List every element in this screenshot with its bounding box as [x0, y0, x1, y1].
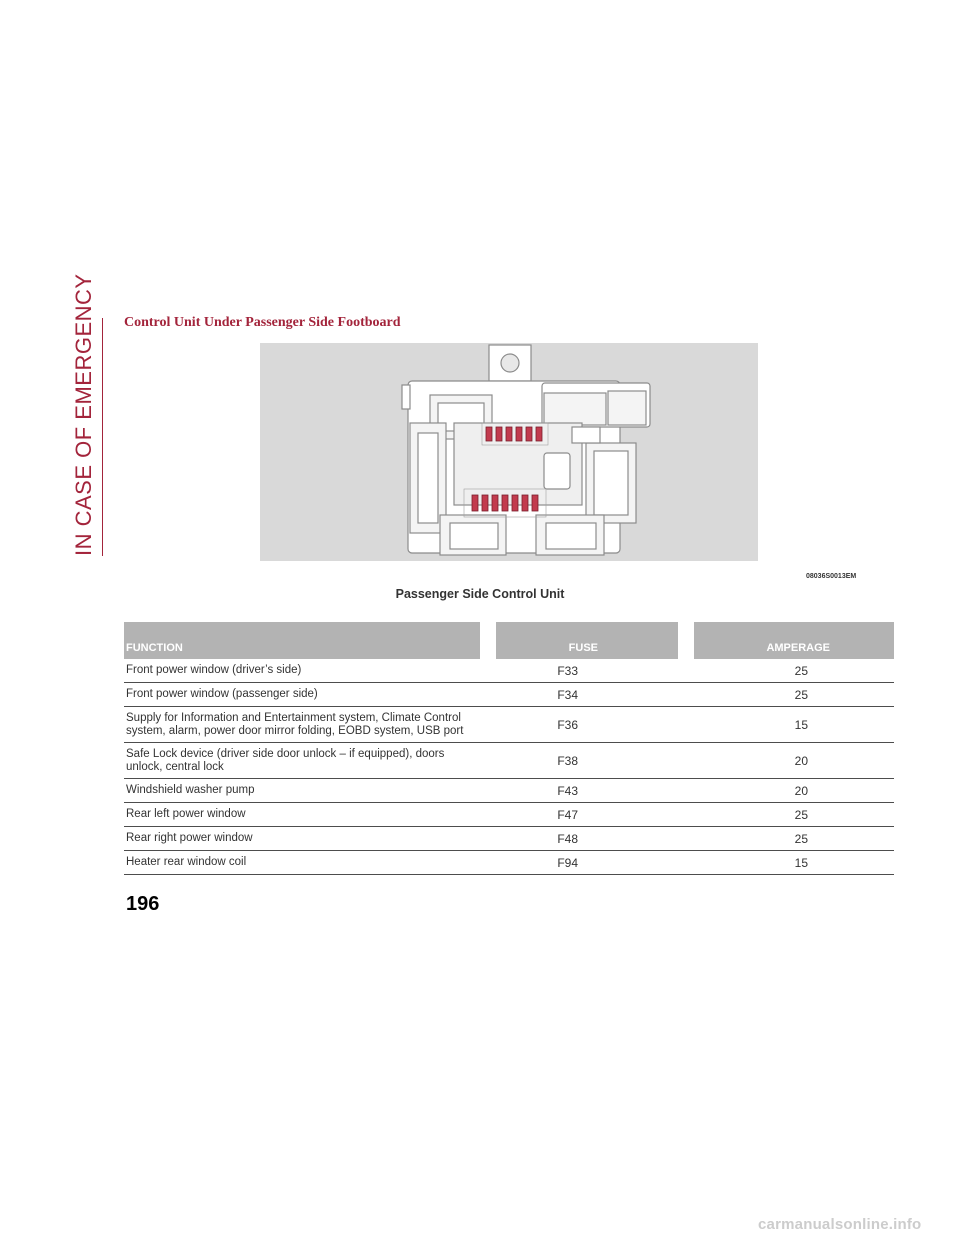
figure-caption-wrap [0, 585, 960, 603]
figure-caption: Passenger Side Control Unit [395, 587, 565, 601]
page-number: 196 [126, 893, 160, 915]
header-function: FUNCTION [124, 622, 480, 659]
header-gap [678, 622, 694, 659]
cell-function: Front power window (driver’s side) [124, 659, 480, 683]
cell-fuse: F34 [496, 683, 678, 707]
figure-code: 08036S0013EM [806, 573, 857, 580]
section-title: Control Unit Under Passenger Side Footboard [124, 315, 401, 330]
cell-amperage: 25 [694, 683, 894, 707]
cell-amperage: 20 [694, 743, 894, 779]
cell-amperage: 25 [694, 803, 894, 827]
table-row [124, 851, 894, 875]
table-header-row [124, 622, 894, 659]
cell-fuse: F94 [496, 851, 678, 875]
table-row [124, 803, 894, 827]
cell-fuse: F47 [496, 803, 678, 827]
cell-function: Supply for Information and Entertainment system, Climate Control system, alarm, power door mirror folding, EOBD system, USB port [124, 707, 480, 743]
cell-fuse: F36 [496, 707, 678, 743]
header-amperage: AMPERAGE [694, 622, 894, 659]
cell-amperage: 25 [694, 659, 894, 683]
cell-fuse: F48 [496, 827, 678, 851]
table-row [124, 779, 894, 803]
cell-function: Windshield washer pump [124, 779, 480, 803]
watermark: carmanualsonline.info [758, 1216, 922, 1233]
table-row [124, 743, 894, 779]
table-row [124, 683, 894, 707]
header-fuse: FUSE [496, 622, 678, 659]
header-gap [480, 622, 496, 659]
cell-function: Heater rear window coil [124, 851, 480, 875]
control-unit-diagram [260, 343, 758, 561]
cell-function: Front power window (passenger side) [124, 683, 480, 707]
table-row [124, 827, 894, 851]
fuse-table [124, 622, 894, 875]
cell-fuse: F43 [496, 779, 678, 803]
table-row [124, 659, 894, 683]
cell-function: Safe Lock device (driver side door unlock – if equipped), doors unlock, central lock [124, 743, 480, 779]
control-unit-drawing [260, 343, 758, 561]
cell-amperage: 25 [694, 827, 894, 851]
cell-amperage: 15 [694, 851, 894, 875]
cell-fuse: F38 [496, 743, 678, 779]
cell-function: Rear left power window [124, 803, 480, 827]
cell-amperage: 15 [694, 707, 894, 743]
cell-amperage: 20 [694, 779, 894, 803]
cell-function: Rear right power window [124, 827, 480, 851]
table-row [124, 707, 894, 743]
cell-fuse: F33 [496, 659, 678, 683]
chapter-side-label: IN CASE OF EMERGENCY [71, 273, 96, 556]
